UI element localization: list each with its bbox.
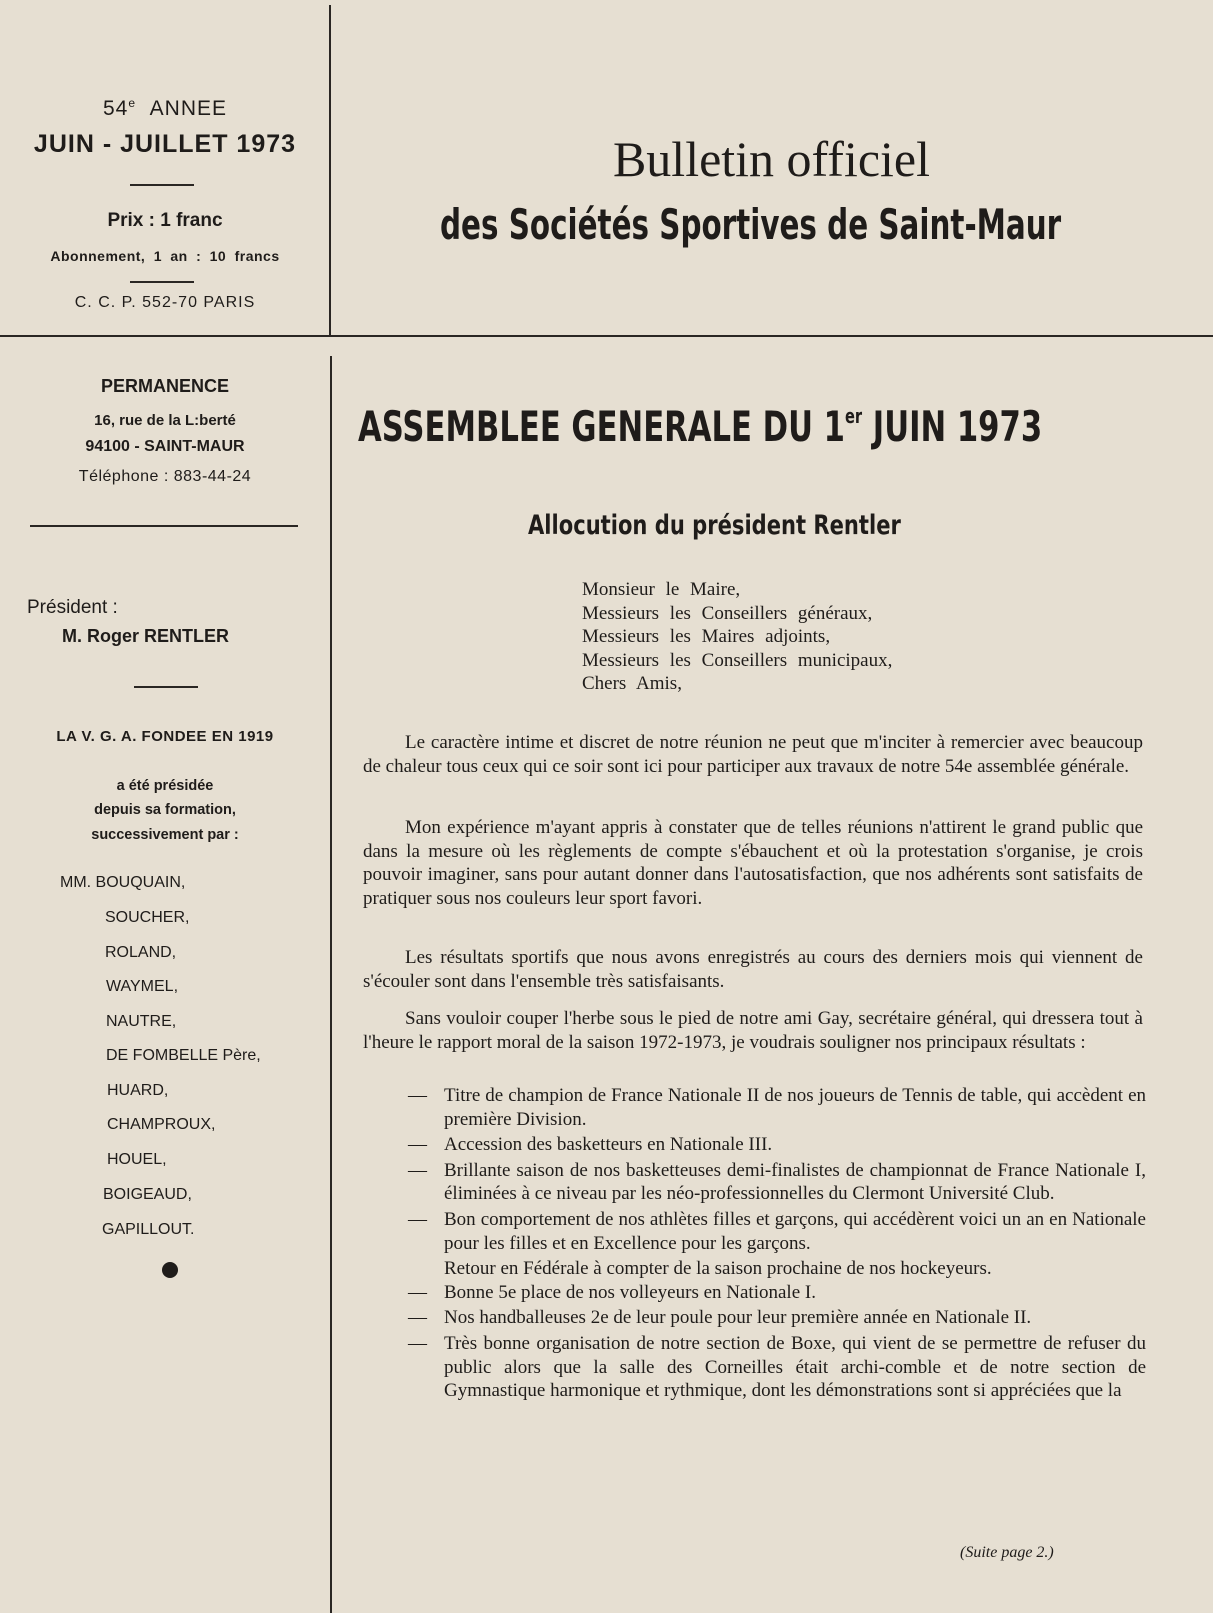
- paragraph: [363, 816, 1143, 910]
- continued-note: (Suite page 2.): [960, 1544, 1054, 1561]
- paragraph-text: Les résultats sportifs que nous avons enregistrés au cours des derniers mois qui viennent de s'écouler sont dans l'ensemble très satisfaisants.: [363, 947, 1143, 992]
- list-item-text: Nos handballeuses 2e de leur poule pour leur première année en Nationale II.: [444, 1307, 1032, 1329]
- headline-superscript: er: [845, 404, 863, 428]
- list-item: [408, 1332, 1146, 1403]
- dash: —: [408, 1208, 427, 1230]
- list-item-text: Brillante saison de nos basketteuses demi-finalistes de championnat de France Nationale I, éliminées à ce niveau par les néo-professionnelles du Clermont Université Club.: [444, 1159, 1146, 1205]
- paragraph: [363, 1007, 1143, 1054]
- list-item-text: Bon comportement de nos athlètes filles et garçons, qui accédèrent voici un an en Nationale pour les filles et en Excellence pour les garçons.: [444, 1208, 1146, 1254]
- paragraph-text: Le caractère intime et discret de notre réunion ne peut que m'inciter à remercier avec beaucoup de chaleur tous ceux qui ce soir sont ici pour participer aux travaux de notre 54e assemblée générale.: [363, 732, 1143, 777]
- former-president: NAUTRE,: [106, 1013, 177, 1030]
- salutations: [582, 578, 892, 696]
- list-item: [408, 1306, 1146, 1330]
- list-item-text: Titre de champion de France Nationale II de nos joueurs de Tennis de table, qui accèdent en première Division.: [444, 1085, 1146, 1130]
- former-president: BOIGEAUD,: [103, 1186, 192, 1203]
- divider: [134, 686, 198, 688]
- paragraph-text: Mon expérience m'ayant appris à constater que de telles réunions n'attirent le grand public que dans la mesure où les règlements de compte s'ébauchent et où la protestation s'organise, je crois pouvoir imaginer, sans pour autant donner dans l'autosatisfaction, que nos adhérents sont satisfaits de pratiquer sous nos couleurs leur sport favori.: [363, 817, 1143, 909]
- issue-word: ANNEE: [149, 97, 228, 120]
- former-president: WAYMEL,: [106, 978, 179, 995]
- list-item-text: Très bonne organisation de notre section de Boxe, qui vient de se permettre de refuser du public alors que la salle des Corneilles était archi-comble et de notre section de Gymnastique harmonique et rythmique, dont les démonstrations sont si appréciées que la: [444, 1332, 1146, 1402]
- vga-line: successivement par :: [91, 827, 239, 843]
- postal-account: C. C. P. 552-70 PARIS: [74, 294, 256, 311]
- list-item-text: Bonne 5e place de nos volleyeurs en Nationale I.: [444, 1281, 816, 1303]
- president-label: Président :: [27, 597, 118, 618]
- divider: [30, 525, 298, 527]
- list-item: [408, 1133, 1146, 1157]
- salutation-line: Messieurs les Maires adjoints,: [582, 626, 831, 647]
- article-headline: [358, 402, 1042, 451]
- salutation-line: Messieurs les Conseillers généraux,: [582, 602, 873, 624]
- address-city: 94100 - SAINT-MAUR: [85, 438, 245, 455]
- list-item-text: Accession des basketteurs en Nationale III.: [444, 1134, 773, 1156]
- results-list: [408, 1084, 1146, 1405]
- column-divider: [330, 356, 332, 1613]
- former-president: MM. BOUQUAIN,: [60, 874, 186, 891]
- dash: —: [408, 1085, 427, 1106]
- address-street: 16, rue de la L:berté: [94, 412, 236, 429]
- former-president: DE FOMBELLE Père,: [106, 1047, 261, 1064]
- dash: —: [408, 1307, 427, 1329]
- former-president: HOUEL,: [107, 1151, 167, 1168]
- dash: —: [408, 1332, 427, 1354]
- headline-date: JUIN 1973: [862, 402, 1043, 451]
- salutation-line: Messieurs les Conseillers municipaux,: [582, 649, 893, 671]
- price: Prix : 1 franc: [107, 210, 223, 231]
- permanence-heading: PERMANENCE: [100, 376, 229, 396]
- issue-date: JUIN - JUILLET 1973: [33, 130, 297, 158]
- former-president: ROLAND,: [105, 944, 177, 961]
- telephone: Téléphone : 883-44-24: [78, 468, 252, 485]
- list-item: [408, 1159, 1146, 1206]
- former-president: SOUCHER,: [105, 909, 190, 926]
- list-item: [408, 1281, 1146, 1305]
- paragraph: [363, 731, 1143, 778]
- dash: —: [408, 1134, 427, 1156]
- bulletin-subtitle: des Sociétés Sportives de Saint-Maur: [440, 200, 1062, 249]
- paragraph-text: Sans vouloir couper l'herbe sous le pied de notre ami Gay, secrétaire général, qui dressera tout à l'heure le rapport moral de la saison 1972-1973, je voudrais souligner nos principaux résultats :: [363, 1008, 1143, 1053]
- divider: [130, 281, 194, 283]
- header-rule: [0, 335, 1213, 337]
- bulletin-title: Bulletin officiel: [612, 131, 931, 187]
- vga-heading: LA V. G. A. FONDEE EN 1919: [56, 728, 274, 745]
- salutation-line: Monsieur le Maire,: [582, 579, 741, 600]
- list-item: [408, 1084, 1146, 1131]
- vga-line: depuis sa formation,: [94, 802, 236, 818]
- issue-line: [0, 96, 330, 121]
- issue-suffix: e: [128, 96, 136, 110]
- list-item-continuation: Retour en Fédérale à compter de la saison prochaine de nos hockeyeurs.: [444, 1258, 992, 1280]
- former-president: HUARD,: [107, 1082, 169, 1099]
- vga-line: a été présidée: [116, 778, 214, 794]
- headline-text: ASSEMBLEE GENERALE DU 1: [358, 402, 846, 451]
- salutation-line: Chers Amis,: [582, 673, 682, 694]
- president-name: M. Roger RENTLER: [62, 626, 230, 646]
- issue-number: 54: [102, 97, 129, 120]
- paragraph: [363, 946, 1143, 993]
- dash: —: [408, 1159, 427, 1181]
- former-president: GAPILLOUT.: [102, 1221, 195, 1238]
- former-president: CHAMPROUX,: [107, 1116, 216, 1133]
- subscription: Abonnement, 1 an : 10 francs: [50, 248, 280, 264]
- list-item: [408, 1208, 1146, 1255]
- article-subhead: Allocution du président Rentler: [528, 510, 901, 541]
- dash: —: [408, 1281, 427, 1303]
- divider: [130, 184, 194, 186]
- bullet-ornament: [162, 1262, 178, 1278]
